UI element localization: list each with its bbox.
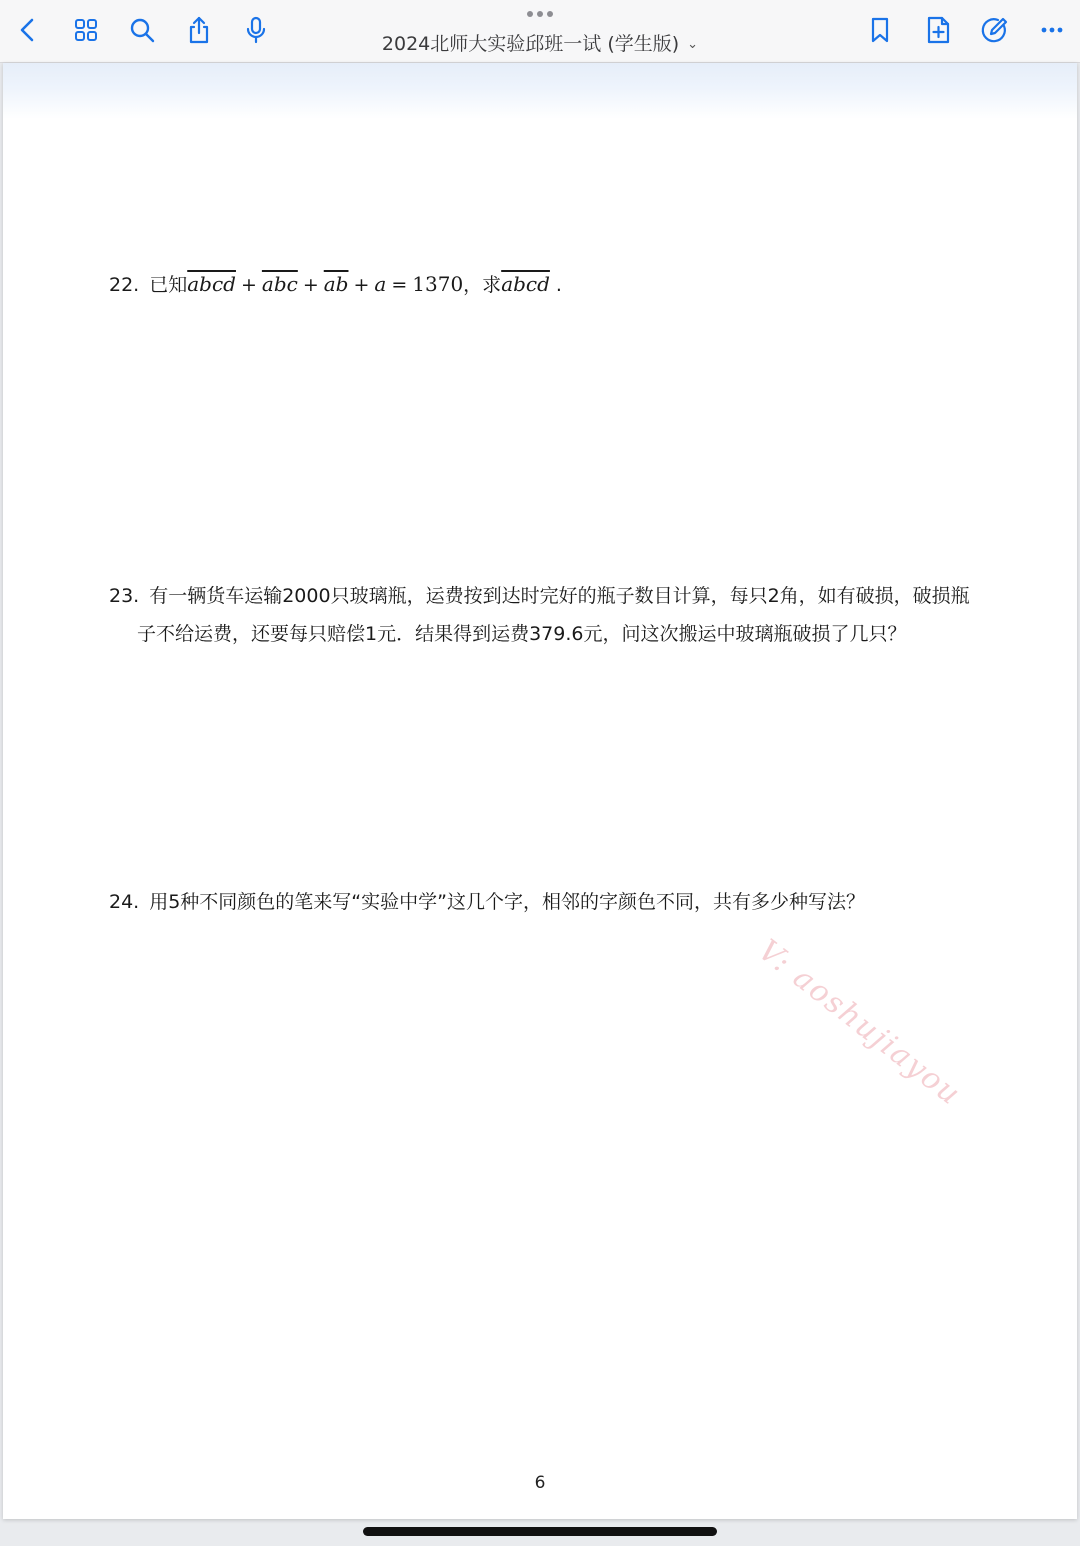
share-icon: [184, 15, 214, 45]
add-page-icon: [923, 15, 953, 45]
bookmark-icon: [865, 15, 895, 45]
top-toolbar: [0, 0, 1080, 63]
question-prefix: 已知: [149, 274, 188, 296]
dictation-button[interactable]: [238, 12, 274, 48]
annotate-button[interactable]: [976, 12, 1012, 48]
more-button[interactable]: [1034, 12, 1070, 48]
question-number: 22.: [109, 274, 140, 296]
question-23: [109, 577, 970, 653]
back-chevron-icon: [13, 15, 43, 45]
math-plus: +: [353, 274, 370, 296]
question-24: [109, 883, 865, 921]
question-text-line-1: 有一辆货车运输2000只玻璃瓶，运费按到达时完好的瓶子数目计算，每只2角，如有破损，破损瓶: [149, 585, 970, 607]
microphone-icon: [241, 15, 271, 45]
home-indicator[interactable]: [363, 1527, 717, 1536]
grabber-dot: [527, 11, 533, 17]
thumbnail-grid-icon: [71, 15, 101, 45]
watermark: V: aoshujiayou: [751, 933, 968, 1113]
math-plus: +: [302, 274, 319, 296]
question-22: [109, 265, 562, 304]
math-equals: =: [391, 274, 408, 296]
question-number: 23.: [109, 585, 140, 607]
share-button[interactable]: [181, 12, 217, 48]
bookmark-button[interactable]: [862, 12, 898, 48]
page-number: 6: [534, 1473, 546, 1493]
math-term-abcd-answer: abcd: [501, 272, 550, 296]
page-top-shade: [3, 63, 1077, 119]
math-plus: +: [240, 274, 257, 296]
more-icon: [1037, 15, 1067, 45]
document-title: 2024北师大实验邱班一试 (学生版): [381, 33, 680, 55]
document-title-menu[interactable]: [300, 29, 780, 56]
question-number: 24.: [109, 891, 140, 913]
search-button[interactable]: [124, 12, 160, 48]
question-ask: ，求: [463, 274, 502, 296]
search-icon: [127, 15, 157, 45]
grabber-dot: [537, 11, 543, 17]
question-text-line-2: 子不给运费，还要每只赔偿1元．结果得到运费379.6元，问这次搬运中玻璃瓶破损了几只？: [137, 623, 907, 645]
math-term-abcd: abcd: [187, 272, 236, 296]
add-page-button[interactable]: [920, 12, 956, 48]
math-term-ab: $\overline{ab}$: [323, 272, 349, 296]
window-grabber[interactable]: [523, 8, 557, 20]
thumbnail-grid-button[interactable]: [68, 12, 104, 48]
question-end: .: [555, 274, 562, 296]
document-page[interactable]: [3, 63, 1077, 1519]
question-text: 用5种不同颜色的笔来写“实验中学”这几个字，相邻的字颜色不同，共有多少种写法？: [149, 891, 865, 913]
annotate-pen-icon: [979, 15, 1009, 45]
math-value: 1370: [412, 272, 464, 296]
math-term-abc: $\overline{abc}$: [261, 272, 298, 296]
grabber-dot: [547, 11, 553, 17]
math-term-a: a: [374, 272, 387, 296]
chevron-down-icon: ⌄: [687, 37, 699, 52]
back-button[interactable]: [10, 12, 46, 48]
